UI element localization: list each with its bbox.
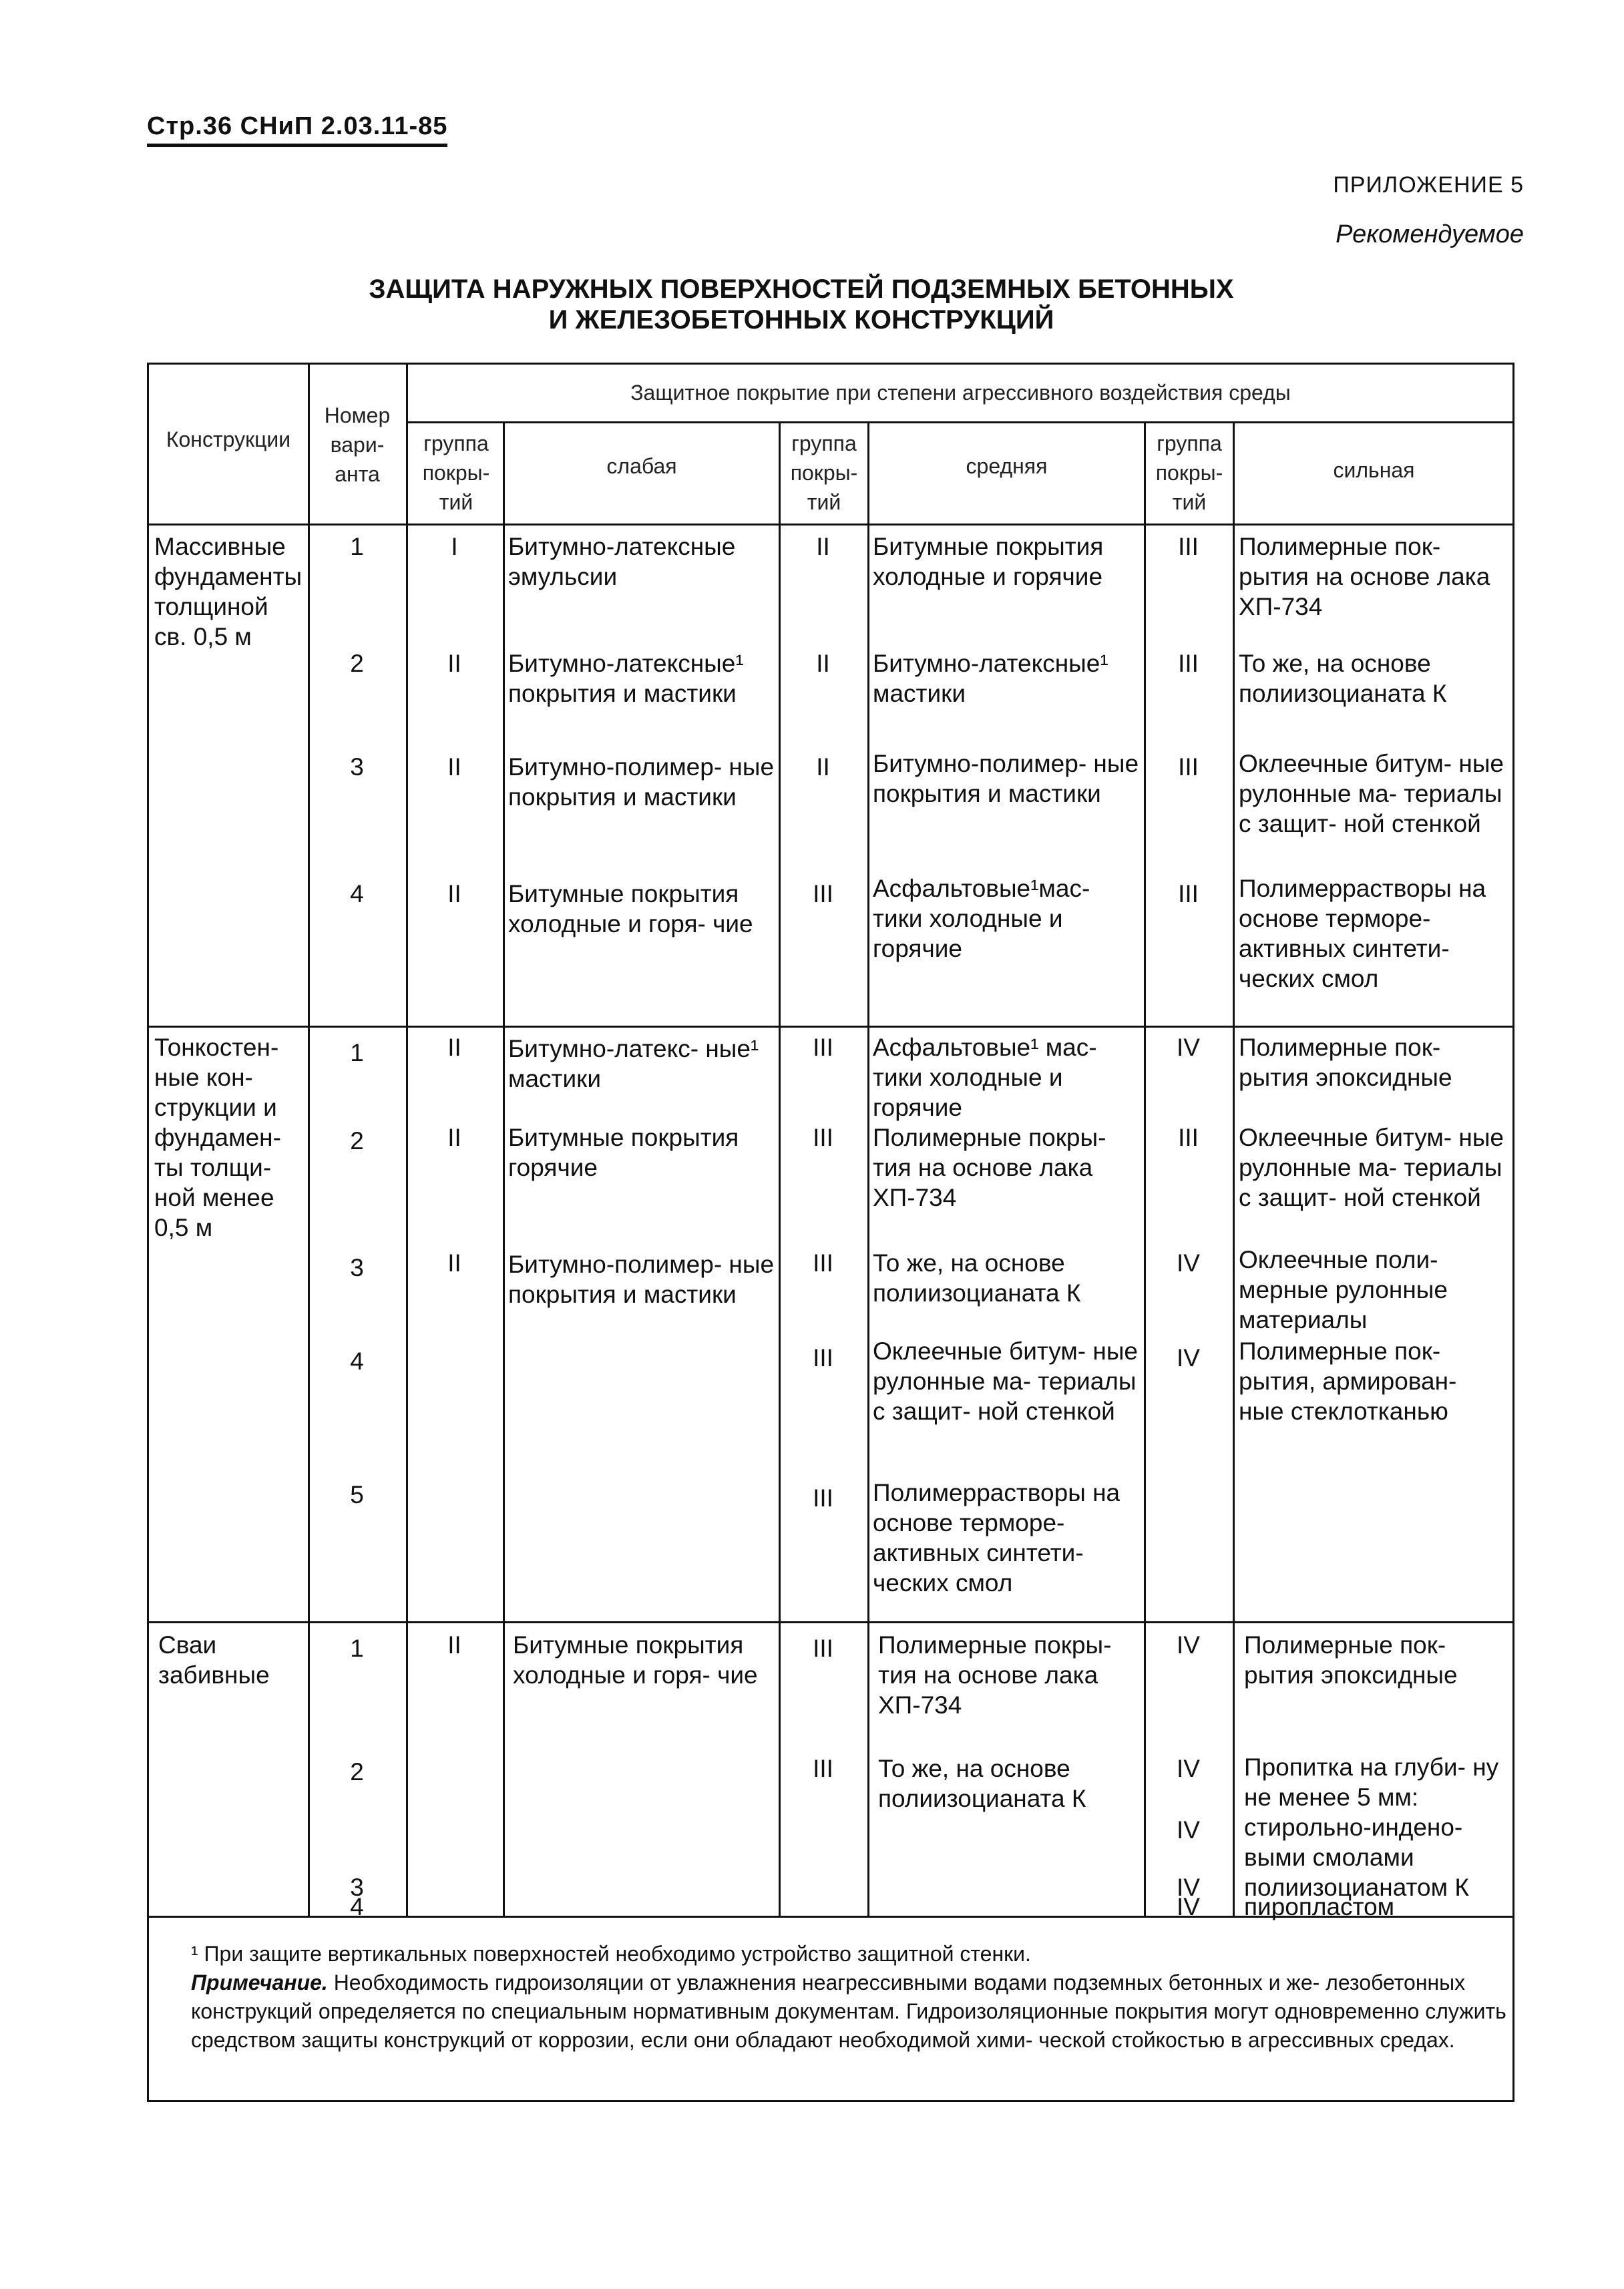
variant-number: 3 (350, 1254, 364, 1281)
coating-weak: Битумно-латексные эмульсии (508, 533, 736, 590)
coating-strong: То же, на основе полиизоцианата К (1239, 650, 1447, 707)
group-medium: III (813, 1124, 833, 1151)
header-weak: слабая (606, 454, 677, 478)
coating-strong: пиропластом (1244, 1893, 1395, 1920)
coating-weak: Битумные покрытия холодные и горя- чие (513, 1631, 758, 1689)
variant-number: 5 (350, 1481, 364, 1508)
coating-medium: Битумно-латексные¹ мастики (873, 650, 1108, 707)
coating-medium: Полимерные покры- тия на основе лака ХП-734 (873, 1124, 1106, 1211)
coating-medium: То же, на основе полиизоцианата К (878, 1755, 1086, 1812)
group-medium: III (813, 1635, 833, 1662)
group-medium: III (813, 1484, 833, 1512)
coating-strong: полиизоцианатом К (1244, 1874, 1469, 1901)
group-strong: IV (1177, 1249, 1200, 1277)
group-medium: II (816, 753, 830, 781)
status-label: Рекомендуемое (1336, 220, 1524, 248)
note-label: Примечание. (191, 1970, 328, 1995)
group-weak: II (447, 1249, 461, 1277)
table-notes (152, 1940, 1508, 2055)
coating-strong: Полимерные пок- рытия на основе лака ХП-734 (1239, 533, 1490, 620)
coating-strong: Пропитка на глуби- ну не менее 5 мм: (1244, 1753, 1499, 1811)
coating-strong: Полимерные пок- рытия эпоксидные (1244, 1631, 1458, 1689)
variant-number: 2 (350, 650, 364, 677)
variant-number: 4 (350, 880, 364, 907)
group-strong: IV (1177, 1344, 1200, 1372)
coating-strong: Полимеррастворы на основе терморе- активных синтети- ческих смол (1239, 875, 1486, 992)
group-weak: II (447, 753, 461, 781)
group-medium: III (813, 1344, 833, 1372)
variant-number: 2 (350, 1127, 364, 1155)
variant-number: 4 (350, 1893, 364, 1920)
group-strong: III (1178, 1124, 1199, 1151)
coating-weak: Битумно-полимер- ные покрытия и мастики (508, 1251, 775, 1308)
coating-medium: Оклеечные битум- ные рулонные ма- териалы с защит- ной стенкой (873, 1337, 1139, 1425)
coating-strong: Полимерные пок- рытия эпоксидные (1239, 1034, 1452, 1091)
variant-number: 1 (350, 1039, 364, 1066)
coating-medium: То же, на основе полиизоцианата К (873, 1249, 1081, 1307)
coating-weak: Битумно-латекс- ные¹ мастики (508, 1035, 759, 1092)
group-strong: III (1178, 533, 1199, 560)
group-strong: IV (1177, 1034, 1200, 1061)
group-strong: IV (1177, 1893, 1200, 1920)
header-protective-coating: Защитное покрытие при степени агрессивного воздействия среды (630, 381, 1291, 405)
note-text: Необходимость гидроизоляции от увлажнения неагрессивными водами подземных бетонных и же- лезобетонных конструкций определяется по специальным нормативным документам. Гидроизоляционные покрытия могут одновременно служить средством защиты конструкций от коррозии, если они обладают необходимой хими- ческой стойкостью в агрессивных средах. (191, 1970, 1506, 2052)
construction-thin-walled: Тонкостен- ные кон- струкции и фундамен- ты толщи- ной менее 0,5 м (154, 1034, 281, 1241)
group-strong: IV (1177, 1755, 1200, 1782)
group-strong: IV (1177, 1874, 1200, 1901)
variant-number: 3 (350, 1874, 364, 1901)
construction-massive: Массивные фундаменты толщиной св. 0,5 м (154, 533, 302, 650)
coating-strong: Оклеечные поли- мерные рулонные материалы (1239, 1246, 1448, 1333)
coating-medium: Полимеррастворы на основе терморе- активных синтети- ческих смол (873, 1479, 1121, 1597)
protection-table (147, 363, 1514, 2102)
coating-weak: Битумно-полимер- ные покрытия и мастики (508, 753, 775, 811)
variant-number: 4 (350, 1347, 364, 1375)
group-weak: II (447, 880, 461, 907)
group-weak: I (451, 533, 458, 560)
variant-number: 3 (350, 753, 364, 781)
title-line-2: И ЖЕЛЕЗОБЕТОННЫХ КОНСТРУКЦИЙ (548, 305, 1054, 335)
group-weak: II (447, 1631, 461, 1659)
group-strong: III (1178, 650, 1199, 677)
group-weak: II (447, 1034, 461, 1061)
page-reference: Стр.36 СНиП 2.03.11-85 (147, 112, 447, 147)
group-strong: IV (1177, 1816, 1200, 1844)
variant-number: 1 (350, 1635, 364, 1662)
header-variant-number: Номер вари- анта (324, 403, 391, 486)
group-strong: III (1178, 880, 1199, 907)
title-line-1: ЗАЩИТА НАРУЖНЫХ ПОВЕРХНОСТЕЙ ПОДЗЕМНЫХ БЕТОННЫХ (369, 274, 1234, 304)
group-medium: III (813, 1034, 833, 1061)
note (152, 1968, 1508, 2055)
header-group-weak: группа покры- тий (422, 431, 490, 514)
header-constructions: Конструкции (166, 427, 291, 451)
coating-medium: Битумные покрытия холодные и горячие (873, 533, 1104, 590)
page-title (200, 274, 1402, 335)
appendix-label: ПРИЛОЖЕНИЕ 5 (1333, 172, 1524, 198)
header-group-medium: группа покры- тий (790, 431, 858, 514)
coating-medium: Полимерные покры- тия на основе лака ХП-734 (878, 1631, 1112, 1719)
group-strong: III (1178, 753, 1199, 781)
group-medium: III (813, 880, 833, 907)
group-medium: II (816, 650, 830, 677)
coating-medium: Битумно-полимер- ные покрытия и мастики (873, 750, 1139, 807)
coating-strong: Полимерные пок- рытия, армирован- ные стеклотканью (1239, 1337, 1457, 1425)
construction-driven-piles: Сваи забивные (158, 1631, 270, 1689)
header-group-strong: группа покры- тий (1155, 431, 1223, 514)
coating-weak: Битумные покрытия холодные и горя- чие (508, 880, 753, 938)
coating-strong: Оклеечные битум- ные рулонные ма- териалы с защит- ной стенкой (1239, 1124, 1504, 1211)
coating-strong: стирольно-индено- выми смолами (1244, 1814, 1463, 1871)
group-weak: II (447, 650, 461, 677)
coating-weak: Битумные покрытия горячие (508, 1124, 739, 1181)
coating-medium: Асфальтовые¹ мас- тики холодные и горячие (873, 1034, 1097, 1121)
group-strong: IV (1177, 1631, 1200, 1659)
group-medium: III (813, 1755, 833, 1782)
header-medium: средняя (966, 454, 1048, 478)
group-medium: III (813, 1249, 833, 1277)
variant-number: 2 (350, 1758, 364, 1786)
variant-number: 1 (350, 533, 364, 560)
header-strong: сильная (1333, 458, 1415, 482)
footnote: ¹ При защите вертикальных поверхностей необходимо устройство защитной стенки. (191, 1942, 1031, 1966)
coating-strong: Оклеечные битум- ные рулонные ма- териалы с защит- ной стенкой (1239, 750, 1504, 837)
group-weak: II (447, 1124, 461, 1151)
coating-medium: Асфальтовые¹мас- тики холодные и горячие (873, 875, 1090, 962)
coating-weak: Битумно-латексные¹ покрытия и мастики (508, 650, 744, 707)
group-medium: II (816, 533, 830, 560)
